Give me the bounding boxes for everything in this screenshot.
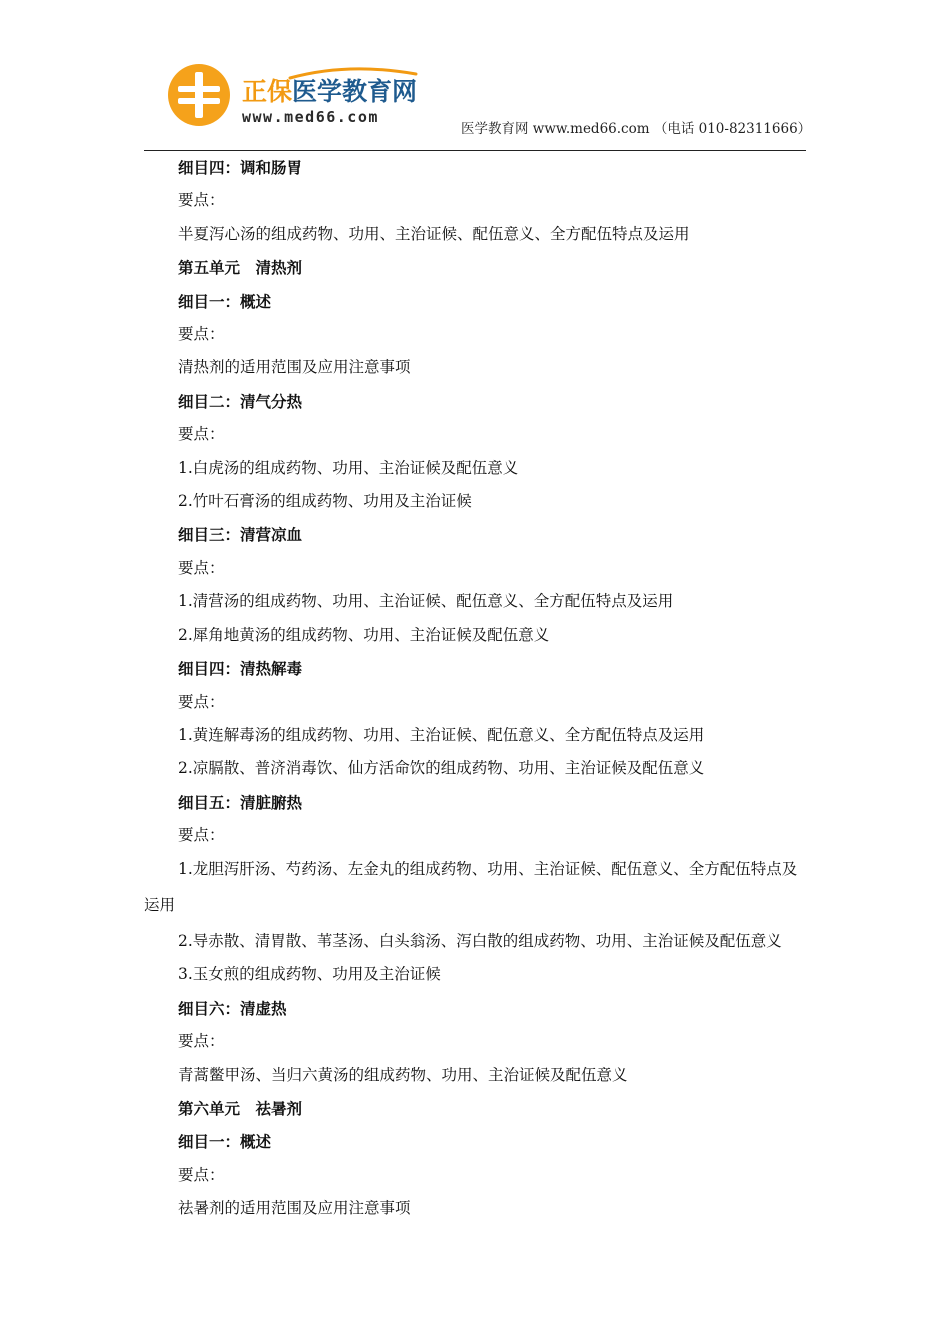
section-heading: 细目一：概述: [178, 1132, 272, 1152]
section-heading: 第五单元 清热剂: [178, 258, 303, 278]
section-heading: 细目六：清虚热: [178, 998, 287, 1018]
body-text: 要点：: [178, 692, 225, 711]
section-heading: 细目一：概述: [178, 291, 272, 311]
body-text: 半夏泻心汤的组成药物、功用、主治证候、配伍意义、全方配伍特点及运用: [178, 224, 690, 243]
body-text: 要点：: [178, 325, 225, 344]
section-heading: 细目四：清热解毒: [178, 659, 303, 679]
body-text: 要点：: [178, 558, 225, 577]
body-text: 1.龙胆泻肝汤、芍药汤、左金丸的组成药物、功用、主治证候、配伍意义、全方配伍特点及: [178, 859, 798, 878]
body-text: 3.玉女煎的组成药物、功用及主治证候: [178, 965, 441, 984]
logo-name-brand: 正保: [242, 77, 293, 106]
section-heading: 第六单元 祛暑剂: [178, 1098, 303, 1118]
body-text: 清热剂的适用范围及应用注意事项: [178, 358, 411, 377]
body-text: 2.犀角地黄汤的组成药物、功用、主治证候及配伍意义: [178, 625, 550, 644]
body-text: 2.凉膈散、普济消毒饮、仙方活命饮的组成药物、功用、主治证候及配伍意义: [178, 759, 705, 778]
page-header: [0, 0, 950, 160]
body-text: 青蒿鳖甲汤、当归六黄汤的组成药物、功用、主治证候及配伍意义: [178, 1065, 628, 1084]
section-heading: 细目四：调和肠胃: [178, 158, 303, 177]
body-text: 要点：: [178, 191, 225, 210]
body-text-continuation: 运用: [144, 895, 176, 914]
body-text: 要点：: [178, 1032, 225, 1051]
logo-name: [242, 72, 417, 108]
section-heading: 细目三：清营凉血: [178, 525, 303, 545]
body-text: 要点：: [178, 425, 225, 444]
logo-name-site: 医学教育网: [292, 77, 418, 106]
section-heading: 细目二：清气分热: [178, 391, 303, 411]
logo[interactable]: [168, 64, 418, 134]
body-text: 要点：: [178, 826, 225, 845]
body-text: 1.白虎汤的组成药物、功用、主治证候及配伍意义: [178, 458, 519, 477]
logo-url: www.med66.com: [242, 108, 379, 126]
body-text: 1.清营汤的组成药物、功用、主治证候、配伍意义、全方配伍特点及运用: [178, 592, 674, 611]
body-text: 1.黄连解毒汤的组成药物、功用、主治证候、配伍意义、全方配伍特点及运用: [178, 725, 705, 744]
body-text: 2.导赤散、清胃散、苇茎汤、白头翁汤、泻白散的组成药物、功用、主治证候及配伍意义: [178, 931, 782, 950]
site-info: 医学教育网 www.med66.com （电话 010-82311666）: [461, 121, 812, 137]
body-text: 2.竹叶石膏汤的组成药物、功用及主治证候: [178, 492, 472, 511]
body-text: 要点：: [178, 1165, 225, 1184]
logo-cross-icon: [168, 64, 230, 126]
section-heading: 细目五：清脏腑热: [178, 792, 303, 812]
body-text: 祛暑剂的适用范围及应用注意事项: [178, 1199, 411, 1218]
document-body: [144, 151, 808, 1226]
